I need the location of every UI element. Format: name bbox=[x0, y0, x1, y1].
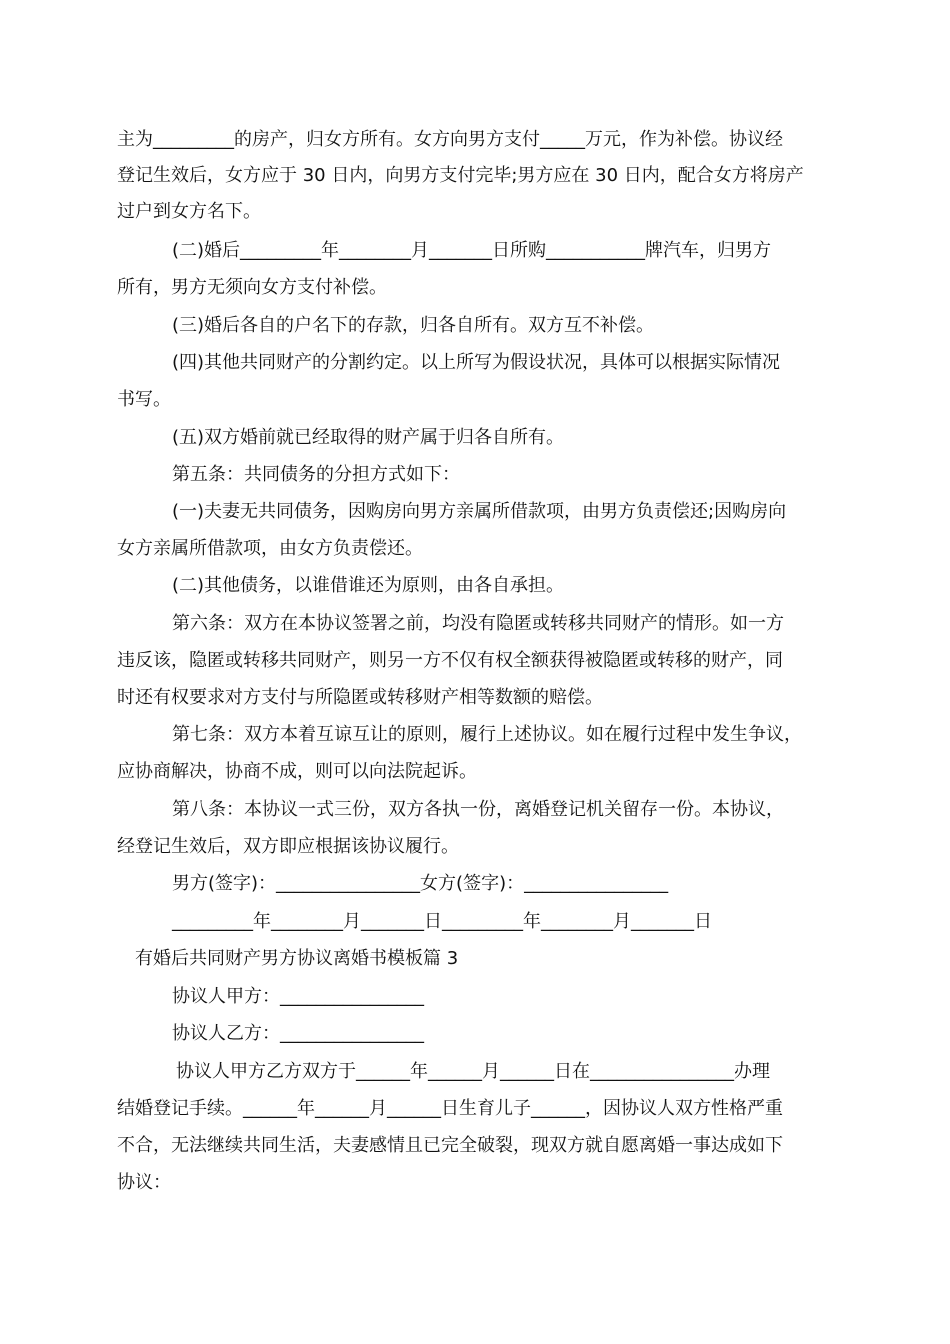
paragraph-line: 第六条：双方在本协议签署之前，均没有隐匿或转移共同财产的情形。如一方 bbox=[172, 613, 784, 634]
paragraph-line: (五)双方婚前就已经取得的财产属于归各自所有。 bbox=[172, 427, 565, 448]
paragraph-line: 违反该，隐匿或转移共同财产，则另一方不仅有权全额获得被隐匿或转移的财产，同 bbox=[117, 650, 783, 671]
paragraph-line: 过户到女方名下。 bbox=[117, 201, 261, 222]
paragraph-line: 第八条：本协议一式三份，双方各执一份，离婚登记机关留存一份。本协议， bbox=[172, 799, 784, 820]
paragraph-line: 时还有权要求对方支付与所隐匿或转移财产相等数额的赔偿。 bbox=[117, 687, 603, 708]
article-heading: 第五条：共同债务的分担方式如下： bbox=[172, 464, 460, 485]
paragraph-line: (三)婚后各自的户名下的存款，归各自所有。双方互不补偿。 bbox=[172, 315, 655, 336]
paragraph-line: 不合，无法继续共同生活，夫妻感情且已完全破裂，现双方就自愿离婚一事达成如下 bbox=[117, 1135, 783, 1156]
paragraph-line: 书写。 bbox=[117, 389, 171, 410]
paragraph-line: 第七条：双方本着互谅互让的原则，履行上述协议。如在履行过程中发生争议， bbox=[172, 724, 802, 745]
paragraph-line: 经登记生效后，双方即应根据该协议履行。 bbox=[117, 836, 459, 857]
paragraph-line: 主为_________的房产，归女方所有。女方向男方支付_____万元，作为补偿。协议经 bbox=[117, 129, 783, 150]
paragraph-line: 结婚登记手续。______年______月______日生育儿子______，因协议人双方性格严重 bbox=[117, 1098, 783, 1119]
paragraph-line: 登记生效后，女方应于 30 日内，向男方支付完毕;男方应在 30 日内，配合女方将房产 bbox=[117, 165, 804, 186]
paragraph-line: (二)其他债务，以谁借谁还为原则，由各自承担。 bbox=[172, 575, 565, 596]
paragraph-line: 所有，男方无须向女方支付补偿。 bbox=[117, 277, 387, 298]
party-b-line: 协议人乙方：________________ bbox=[172, 1023, 424, 1044]
party-a-line: 协议人甲方：________________ bbox=[172, 986, 424, 1007]
date-line: _________年________月_______日_________年________月_______日 bbox=[172, 911, 712, 932]
paragraph-line: 协议： bbox=[117, 1172, 171, 1193]
section-title: 有婚后共同财产男方协议离婚书模板篇 3 bbox=[135, 948, 459, 969]
paragraph-line: (二)婚后_________年________月_______日所购___________牌汽车，归男方 bbox=[172, 240, 772, 261]
paragraph-line: 协议人甲方乙方双方于______年______月______日在________________办理 bbox=[176, 1061, 770, 1082]
paragraph-line: 应协商解决，协商不成，则可以向法院起诉。 bbox=[117, 761, 477, 782]
paragraph-line: (一)夫妻无共同债务，因购房向男方亲属所借款项，由男方负责偿还;因购房向 bbox=[172, 501, 787, 522]
paragraph-line: (四)其他共同财产的分割约定。以上所写为假设状况，具体可以根据实际情况 bbox=[172, 352, 781, 373]
signature-line: 男方(签字)：________________女方(签字)：________________ bbox=[172, 873, 669, 894]
paragraph-line: 女方亲属所借款项，由女方负责偿还。 bbox=[117, 538, 423, 559]
